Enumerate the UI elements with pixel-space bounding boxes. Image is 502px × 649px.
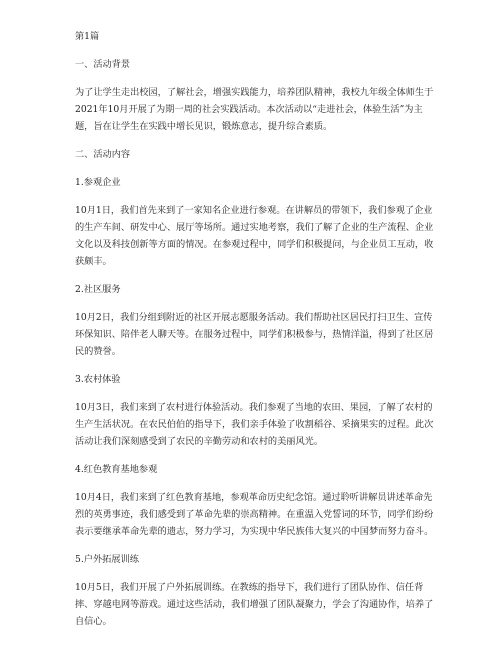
item-heading-visit-enterprise: 1.参观企业: [75, 177, 121, 188]
item-heading-rural-experience: 3.农村体验: [75, 374, 121, 385]
item-paragraph-community-service: 10月2日，我们分组到附近的社区开展志愿服务活动。我们帮助社区居民打扫卫生、宣传环保知识、陪伴老人聊天等。在服务过程中，同学们积极参与，热情洋溢，得到了社区居民的赞誉。: [75, 312, 434, 357]
item-paragraph-visit-enterprise: 10月1日，我们首先来到了一家知名企业进行参观。在讲解员的带领下，我们参观了企业的生产车间、研发中心、展厅等场所。通过实地考察，我们了解了企业的生产流程、企业文化以及科技创新等方面的情况。在参观过程中，同学们积极提问，与企业员工互动，收获颇丰。: [75, 205, 434, 267]
item-heading-red-education: 4.红色教育基地参观: [75, 464, 158, 475]
document-body: [75, 28, 437, 641]
item-paragraph-outdoor-training: 10月5日，我们开展了户外拓展训练。在教练的指导下，我们进行了团队协作、信任背摔、穿越电网等游戏。通过这些活动，我们增强了团队凝聚力，学会了沟通协作，培养了自信心。: [75, 582, 434, 627]
item-heading-community-service: 2.社区服务: [75, 284, 121, 295]
item-heading-outdoor-training: 5.户外拓展训练: [75, 554, 139, 565]
section-paragraph-background: 为了让学生走出校园，了解社会，增强实践能力，培养团队精神，我校九年级全体师生于2021年10月开展了为期一周的社会实践活动。本次活动以“走进社会，体验生活”为主题，旨在让学生在实践中增长见识，锻炼意志，提升综合素质。: [75, 87, 434, 132]
item-paragraph-red-education: 10月4日，我们来到了红色教育基地，参观革命历史纪念馆。通过聆听讲解员讲述革命先烈的英勇事迹，我们感受到了革命先辈的崇高精神。在重温入党誓词的环节，同学们纷纷表示要继承革命先辈的遗志，努力学习，为实现中华民族伟大复兴的中国梦而努力奋斗。: [75, 492, 434, 537]
section-heading-background: 一、活动背景: [75, 59, 131, 70]
item-paragraph-rural-experience: 10月3日，我们来到了农村进行体验活动。我们参观了当地的农田、果园，了解了农村的生产生活状况。在农民伯伯的指导下，我们亲手体验了收割稻谷、采摘果实的过程。此次活动让我们深刻感受到了农民的辛勤劳动和农村的美丽风光。: [75, 402, 434, 447]
section-heading-content: 二、活动内容: [75, 149, 131, 160]
part-title: 第1篇: [75, 31, 100, 42]
